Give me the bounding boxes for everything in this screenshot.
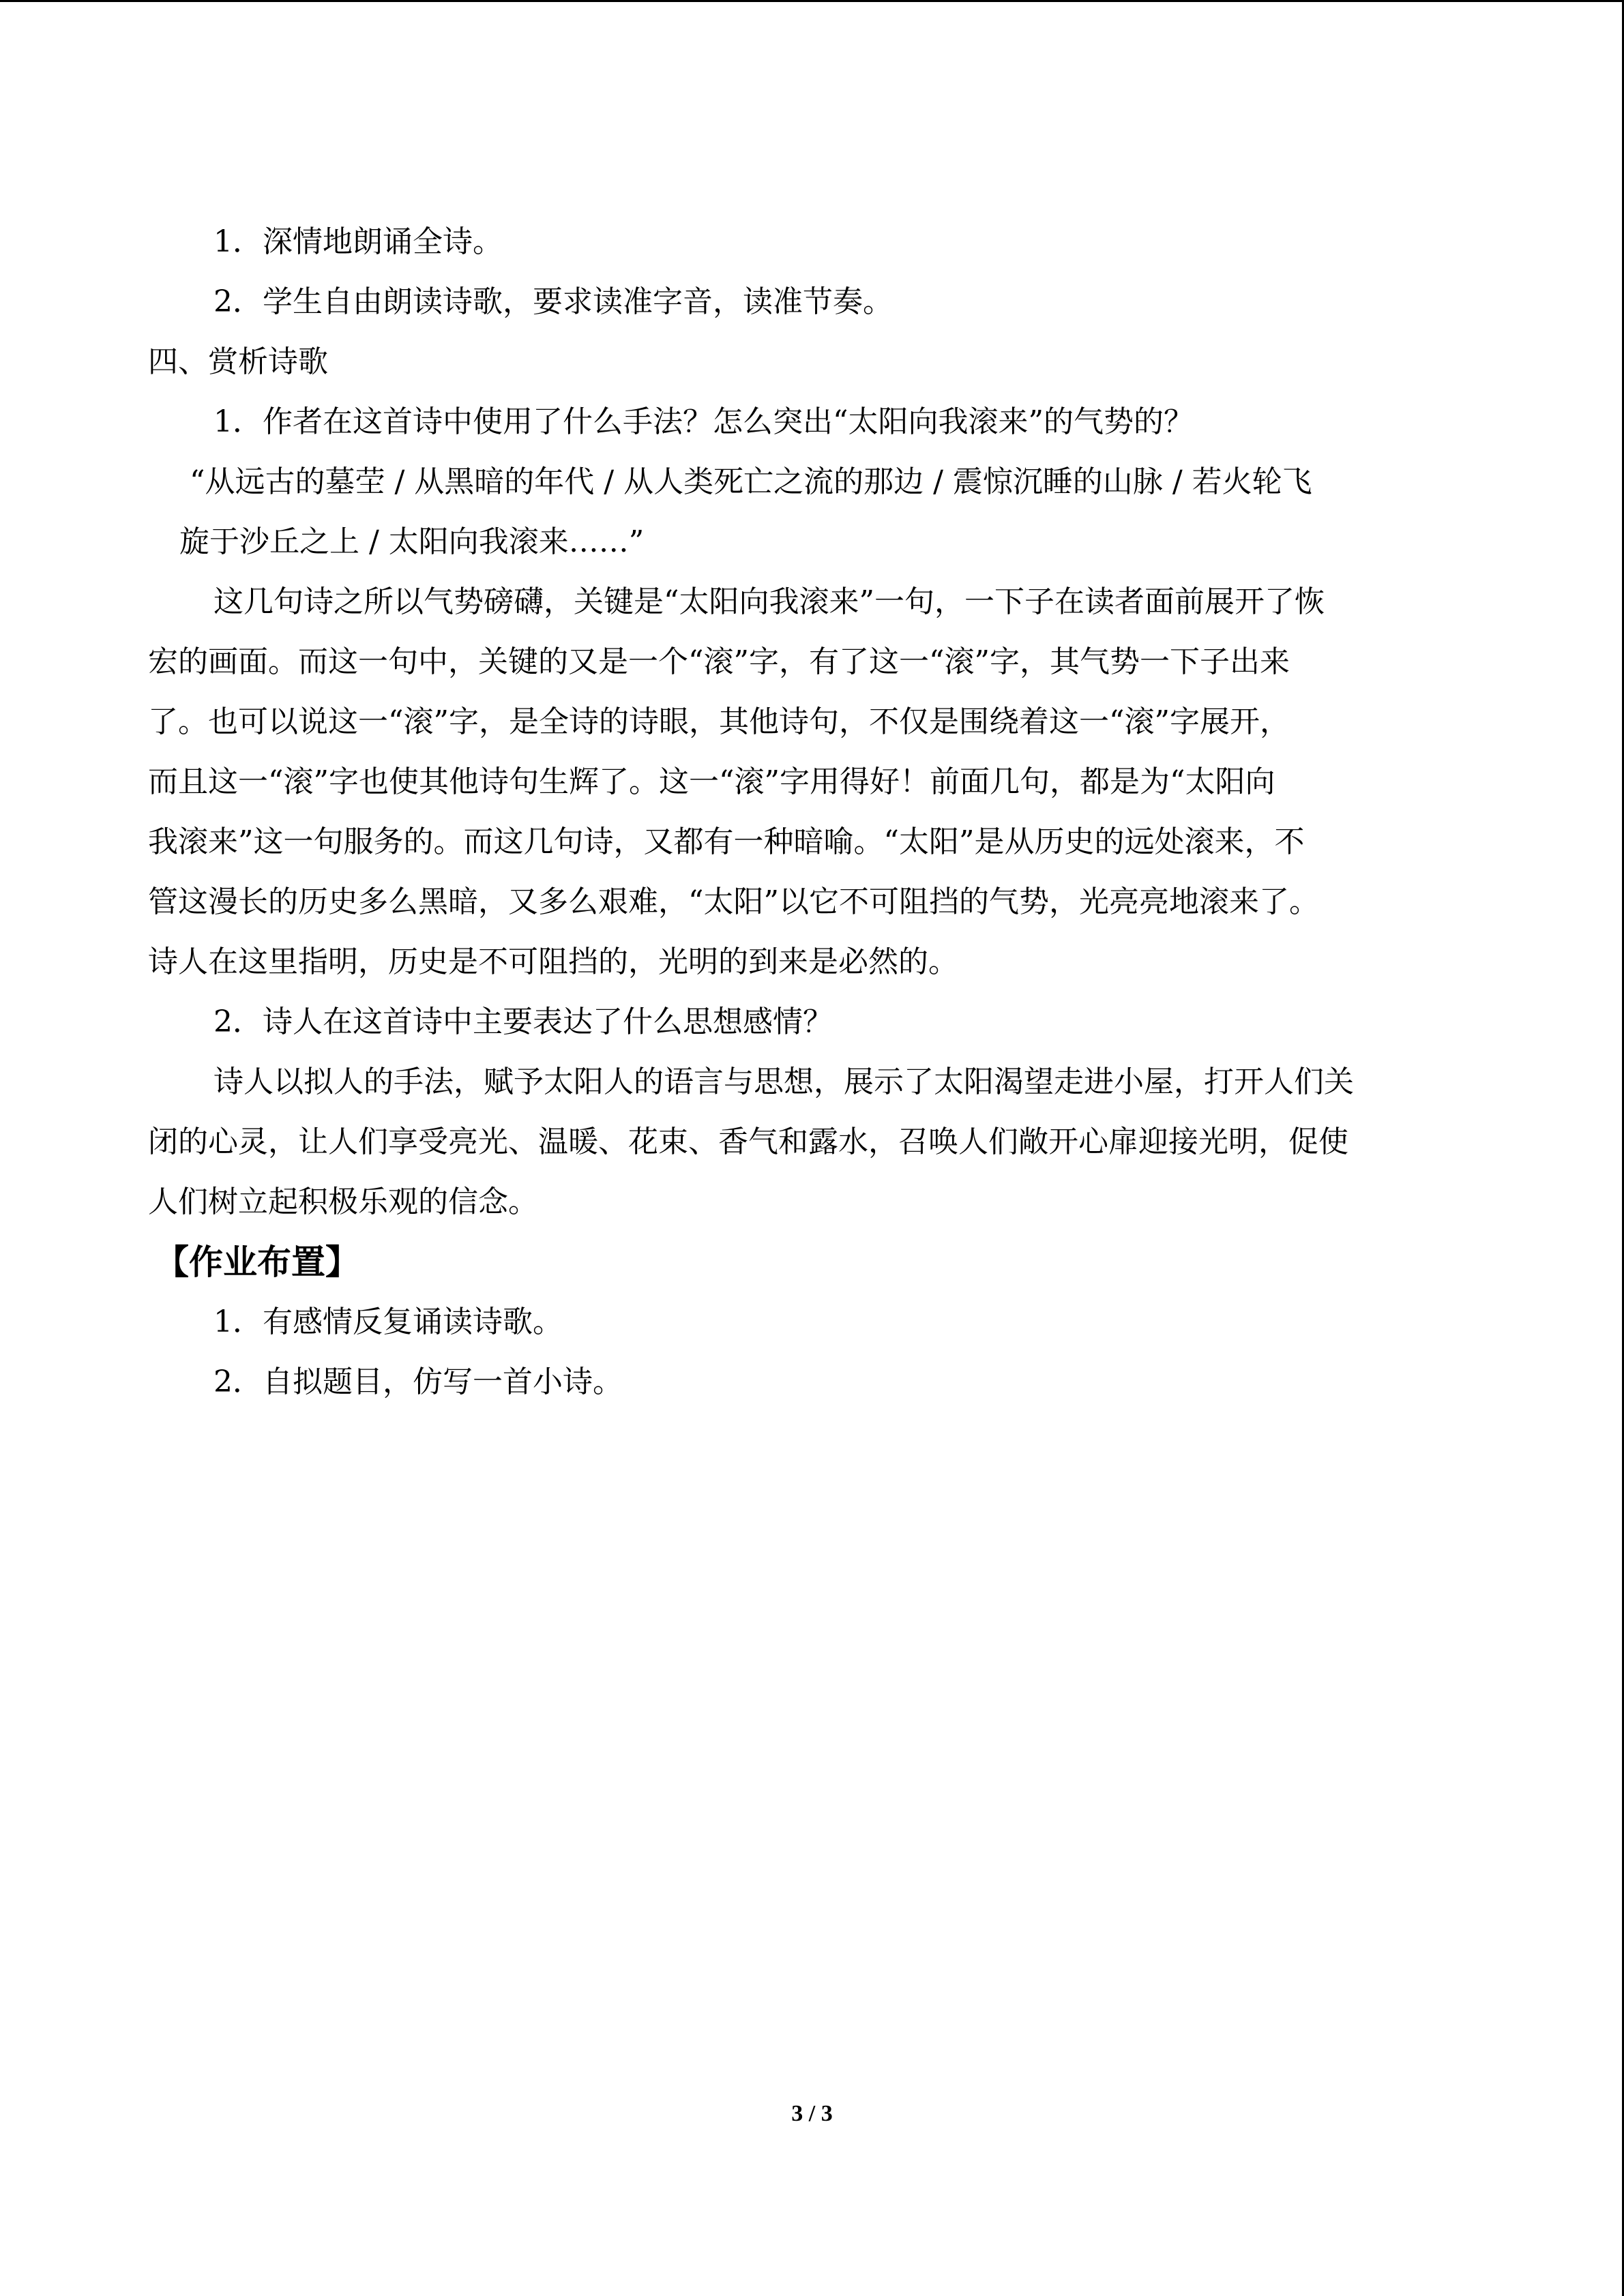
paragraph-line: 诗人在这里指明，历史是不可阻挡的，光明的到来是必然的。 [148, 944, 958, 979]
paragraph-line: 人们树立起积极乐观的信念。 [148, 1184, 538, 1219]
paragraph-line: 我滚来”这一句服务的。而这几句诗，又都有一种暗喻。“太阳”是从历史的远处滚来，不 [148, 824, 1305, 859]
paragraph-line: 管这漫长的历史多么黑暗，又多么艰难，“太阳”以它不可阻挡的气势，光亮亮地滚来了。 [148, 884, 1319, 919]
paragraph-line: 了。也可以说这一“滚”字，是全诗的诗眼，其他诗句，不仅是围绕着这一“滚”字展开， [148, 704, 1290, 739]
question: 2．诗人在这首诗中主要表达了什么思想感情？ [213, 1004, 833, 1039]
paragraph-line: 闭的心灵，让人们享受亮光、温暖、花束、香气和露水，召唤人们敞开心扉迎接光明，促使 [148, 1124, 1348, 1159]
poem-quote-line: “从远古的墓茔 / 从黑暗的年代 / 从人类死亡之流的那边 / 震惊沉睡的山脉 / 若火轮飞 [190, 464, 1312, 499]
document-body [148, 212, 1458, 1412]
poem-quote-line: 旋于沙丘之上 / 太阳向我滚来……” [179, 524, 645, 559]
paragraph-line: 宏的画面。而这一句中，关键的又是一个“滚”字，有了这一“滚”字，其气势一下子出来 [148, 644, 1290, 679]
paragraph-line: 诗人以拟人的手法，赋予太阳人的语言与思想，展示了太阳渴望走进小屋，打开人们关 [213, 1064, 1354, 1099]
question: 1．作者在这首诗中使用了什么手法？怎么突出“太阳向我滚来”的气势的？ [213, 404, 1194, 439]
list-item: 1．深情地朗诵全诗。 [213, 224, 503, 259]
homework-heading: 【作业布置】 [155, 1242, 359, 1282]
paragraph-line: 这几句诗之所以气势磅礴，关键是“太阳向我滚来”一句，一下子在读者面前展开了恢 [213, 584, 1325, 619]
list-item: 1．有感情反复诵读诗歌。 [213, 1304, 563, 1339]
section-heading: 四、赏析诗歌 [148, 344, 328, 379]
paragraph-line: 而且这一“滚”字也使其他诗句生辉了。这一“滚”字用得好！前面几句，都是为“太阳向 [148, 764, 1275, 799]
list-item: 2．自拟题目，仿写一首小诗。 [213, 1365, 623, 1399]
list-item: 2．学生自由朗读诗歌，要求读准字音，读准节奏。 [213, 284, 893, 319]
page-number: 3 / 3 [791, 2101, 833, 2126]
